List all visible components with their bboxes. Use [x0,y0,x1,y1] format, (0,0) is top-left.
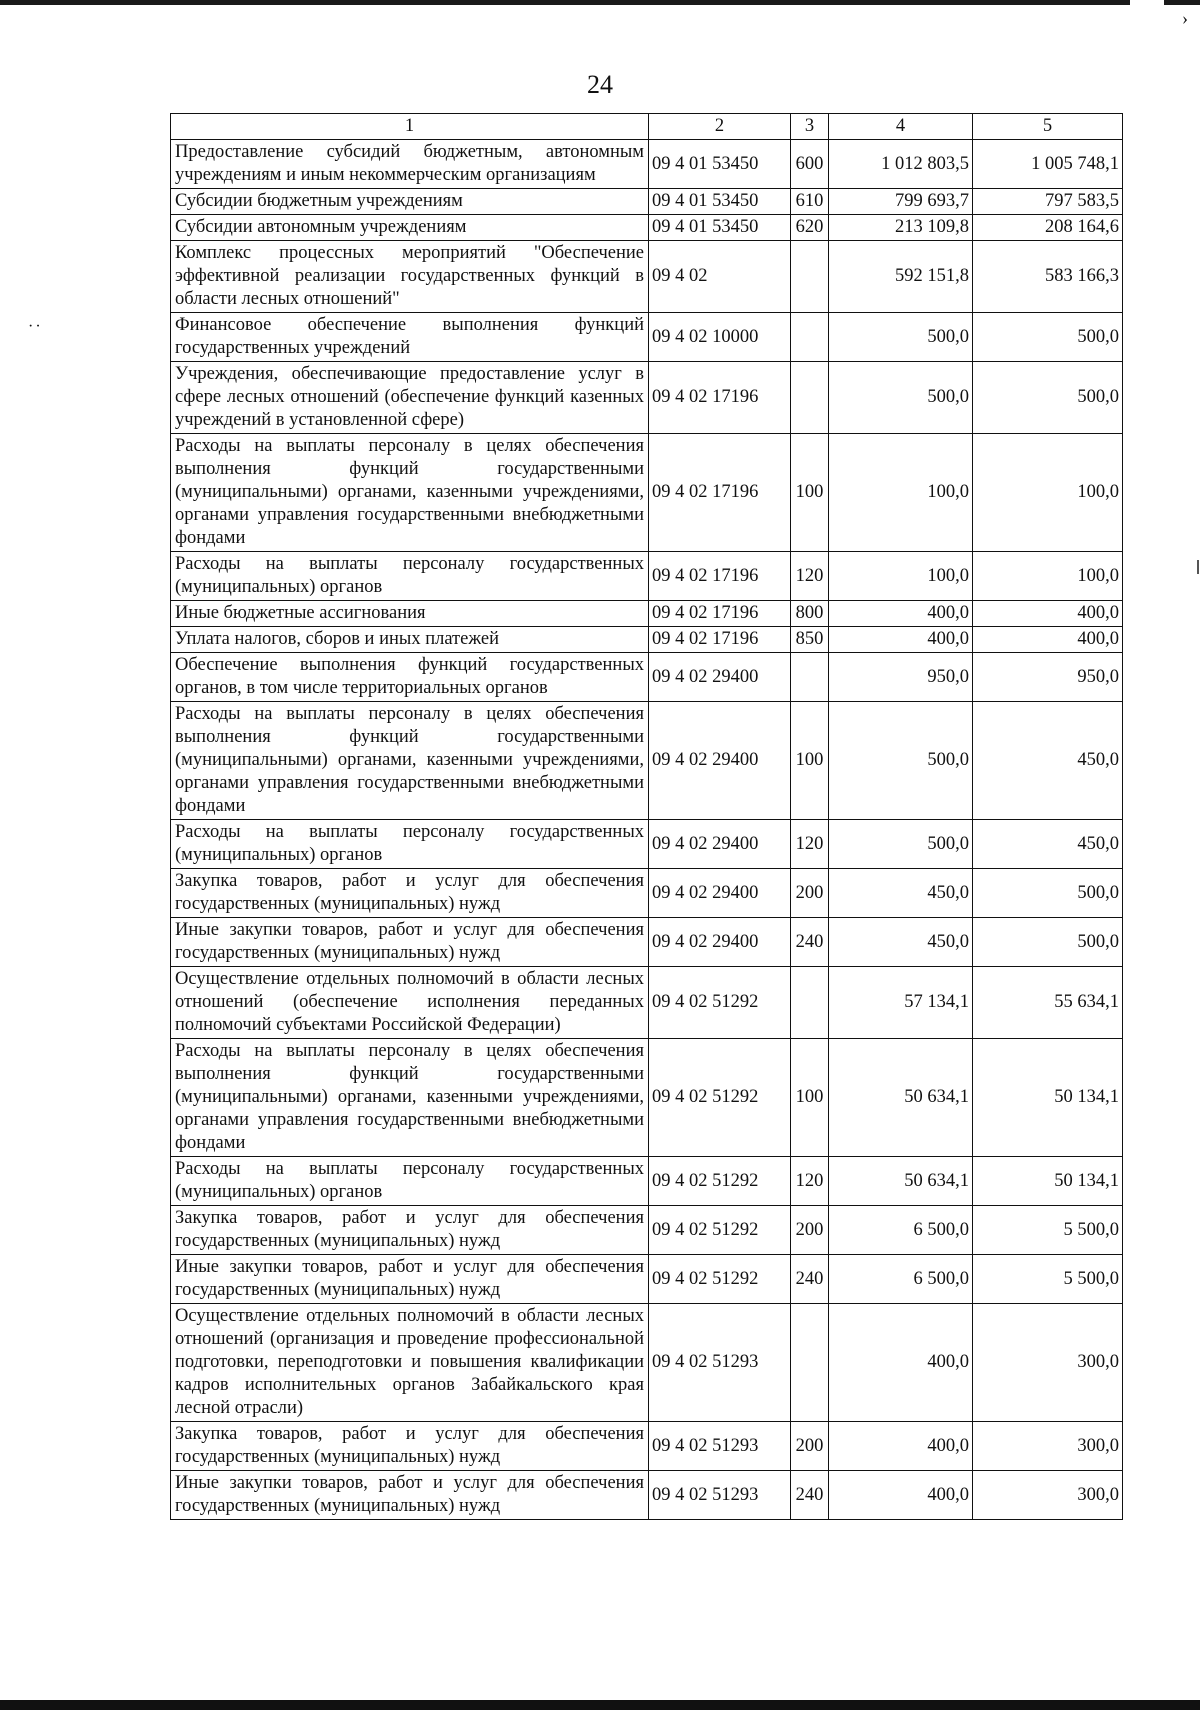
table-row [171,140,1123,189]
row-amount-col4-cell: 400,0 [829,1304,973,1422]
row-amount-col4-cell: 400,0 [829,1471,973,1520]
row-code-cell: 09 4 02 17196 [649,627,791,653]
row-expense-type-cell: 620 [791,215,829,241]
row-name-cell: Уплата налогов, сборов и иных платежей [171,627,649,653]
row-code-cell: 09 4 02 29400 [649,653,791,702]
page-number: 24 [587,70,613,99]
row-code-cell: 09 4 02 10000 [649,313,791,362]
scan-mark-dots: ·· [28,318,43,335]
row-amount-col5-cell: 1 005 748,1 [973,140,1123,189]
row-amount-col5-cell: 583 166,3 [973,241,1123,313]
row-expense-type-cell: 600 [791,140,829,189]
row-amount-col4-cell: 950,0 [829,653,973,702]
table-row [171,215,1123,241]
row-name-cell: Иные закупки товаров, работ и услуг для обеспечения государственных (муниципальных) нужд [171,918,649,967]
row-expense-type-cell: 240 [791,918,829,967]
table-row [171,189,1123,215]
row-code-cell: 09 4 02 51292 [649,967,791,1039]
row-code-cell: 09 4 02 51293 [649,1422,791,1471]
row-name-cell: Иные бюджетные ассигнования [171,601,649,627]
row-amount-col5-cell: 950,0 [973,653,1123,702]
row-name-cell: Закупка товаров, работ и услуг для обеспечения государственных (муниципальных) нужд [171,869,649,918]
row-name-cell: Иные закупки товаров, работ и услуг для обеспечения государственных (муниципальных) нужд [171,1471,649,1520]
row-amount-col4-cell: 400,0 [829,627,973,653]
row-amount-col5-cell: 300,0 [973,1304,1123,1422]
row-code-cell: 09 4 01 53450 [649,215,791,241]
header-col-4: 4 [829,114,973,140]
row-name-cell: Субсидии автономным учреждениям [171,215,649,241]
table-row [171,820,1123,869]
row-code-cell: 09 4 02 51292 [649,1206,791,1255]
row-amount-col4-cell: 1 012 803,5 [829,140,973,189]
row-amount-col4-cell: 799 693,7 [829,189,973,215]
table-row [171,1157,1123,1206]
row-expense-type-cell: 120 [791,820,829,869]
row-amount-col4-cell: 592 151,8 [829,241,973,313]
row-expense-type-cell [791,241,829,313]
row-code-cell: 09 4 02 29400 [649,702,791,820]
row-amount-col5-cell: 500,0 [973,313,1123,362]
row-code-cell: 09 4 01 53450 [649,140,791,189]
row-code-cell: 09 4 02 51293 [649,1304,791,1422]
row-expense-type-cell: 120 [791,552,829,601]
row-expense-type-cell: 240 [791,1255,829,1304]
row-amount-col4-cell: 100,0 [829,552,973,601]
row-name-cell: Расходы на выплаты персоналу в целях обеспечения выполнения функций государственными (муниципальными) органами, казенными учреждениями, органами управления государственными внебюджетными фондами [171,434,649,552]
row-amount-col5-cell: 400,0 [973,627,1123,653]
row-code-cell: 09 4 02 [649,241,791,313]
row-amount-col4-cell: 100,0 [829,434,973,552]
row-expense-type-cell: 100 [791,1039,829,1157]
row-name-cell: Комплекс процессных мероприятий "Обеспечение эффективной реализации государственных функций в области лесных отношений" [171,241,649,313]
row-name-cell: Субсидии бюджетным учреждениям [171,189,649,215]
row-expense-type-cell: 240 [791,1471,829,1520]
row-amount-col4-cell: 400,0 [829,1422,973,1471]
row-code-cell: 09 4 02 17196 [649,362,791,434]
row-amount-col5-cell: 797 583,5 [973,189,1123,215]
row-expense-type-cell: 800 [791,601,829,627]
scan-mark-glyph: › [1182,8,1188,28]
row-amount-col4-cell: 6 500,0 [829,1255,973,1304]
table-row [171,241,1123,313]
row-code-cell: 09 4 02 51292 [649,1255,791,1304]
row-amount-col5-cell: 500,0 [973,869,1123,918]
header-col-3: 3 [791,114,829,140]
row-expense-type-cell: 100 [791,434,829,552]
row-amount-col5-cell: 50 134,1 [973,1039,1123,1157]
row-amount-col4-cell: 57 134,1 [829,967,973,1039]
row-code-cell: 09 4 01 53450 [649,189,791,215]
header-col-5: 5 [973,114,1123,140]
row-amount-col4-cell: 450,0 [829,918,973,967]
table-row [171,552,1123,601]
row-amount-col5-cell: 450,0 [973,702,1123,820]
table-row [171,1471,1123,1520]
row-name-cell: Осуществление отдельных полномочий в области лесных отношений (организация и проведение профессиональной подготовки, переподготовки и повышения квалификации кадров исполнительных органов Забайкальского края лесной отрасли) [171,1304,649,1422]
row-code-cell: 09 4 02 17196 [649,601,791,627]
row-code-cell: 09 4 02 51292 [649,1039,791,1157]
row-name-cell: Осуществление отдельных полномочий в области лесных отношений (обеспечение исполнения переданных полномочий субъектами Российской Федерации) [171,967,649,1039]
row-name-cell: Расходы на выплаты персоналу государственных (муниципальных) органов [171,1157,649,1206]
table-row [171,967,1123,1039]
header-col-1: 1 [171,114,649,140]
row-amount-col4-cell: 50 634,1 [829,1039,973,1157]
row-amount-col4-cell: 500,0 [829,702,973,820]
row-amount-col5-cell: 400,0 [973,601,1123,627]
table-row [171,918,1123,967]
table-row [171,1039,1123,1157]
table-header-row [171,114,1123,140]
row-expense-type-cell: 120 [791,1157,829,1206]
row-code-cell: 09 4 02 51293 [649,1471,791,1520]
row-name-cell: Учреждения, обеспечивающие предоставление услуг в сфере лесных отношений (обеспечение функций казенных учреждений в установленной сфере) [171,362,649,434]
scan-edge-gap [1130,0,1164,5]
row-amount-col5-cell: 300,0 [973,1422,1123,1471]
table-row [171,702,1123,820]
scan-edge-top [0,0,1200,5]
row-amount-col4-cell: 213 109,8 [829,215,973,241]
row-code-cell: 09 4 02 29400 [649,869,791,918]
row-code-cell: 09 4 02 29400 [649,918,791,967]
row-expense-type-cell [791,362,829,434]
row-amount-col5-cell: 100,0 [973,434,1123,552]
row-name-cell: Расходы на выплаты персоналу государственных (муниципальных) органов [171,820,649,869]
scan-edge-bottom [0,1700,1200,1710]
row-name-cell: Обеспечение выполнения функций государственных органов, в том числе территориальных органов [171,653,649,702]
row-name-cell: Иные закупки товаров, работ и услуг для обеспечения государственных (муниципальных) нужд [171,1255,649,1304]
row-amount-col4-cell: 500,0 [829,820,973,869]
header-col-2: 2 [649,114,791,140]
table-row [171,1422,1123,1471]
row-amount-col5-cell: 208 164,6 [973,215,1123,241]
row-amount-col5-cell: 55 634,1 [973,967,1123,1039]
row-name-cell: Предоставление субсидий бюджетным, автономным учреждениям и иным некоммерческим организациям [171,140,649,189]
row-amount-col4-cell: 50 634,1 [829,1157,973,1206]
table-row [171,1255,1123,1304]
row-expense-type-cell [791,653,829,702]
row-name-cell: Закупка товаров, работ и услуг для обеспечения государственных (муниципальных) нужд [171,1422,649,1471]
row-expense-type-cell: 200 [791,1422,829,1471]
row-expense-type-cell [791,967,829,1039]
row-name-cell: Финансовое обеспечение выполнения функций государственных учреждений [171,313,649,362]
row-expense-type-cell [791,313,829,362]
row-amount-col5-cell: 50 134,1 [973,1157,1123,1206]
row-expense-type-cell: 610 [791,189,829,215]
row-expense-type-cell [791,1304,829,1422]
row-code-cell: 09 4 02 51292 [649,1157,791,1206]
table-row [171,1206,1123,1255]
table-row [171,362,1123,434]
table-row [171,601,1123,627]
row-code-cell: 09 4 02 29400 [649,820,791,869]
row-amount-col5-cell: 5 500,0 [973,1255,1123,1304]
row-amount-col5-cell: 100,0 [973,552,1123,601]
row-name-cell: Закупка товаров, работ и услуг для обеспечения государственных (муниципальных) нужд [171,1206,649,1255]
row-code-cell: 09 4 02 17196 [649,552,791,601]
table-row [171,627,1123,653]
row-amount-col5-cell: 450,0 [973,820,1123,869]
budget-table [170,113,1123,1520]
row-code-cell: 09 4 02 17196 [649,434,791,552]
row-amount-col4-cell: 450,0 [829,869,973,918]
table-row [171,434,1123,552]
row-name-cell: Расходы на выплаты персоналу в целях обеспечения выполнения функций государственными (муниципальными) органами, казенными учреждениями, органами управления государственными внебюджетными фондами [171,1039,649,1157]
scan-mark-tick [1197,560,1199,574]
row-name-cell: Расходы на выплаты персоналу в целях обеспечения выполнения функций государственными (муниципальными) органами, казенными учреждениями, органами управления государственными внебюджетными фондами [171,702,649,820]
row-amount-col4-cell: 500,0 [829,313,973,362]
row-expense-type-cell: 200 [791,1206,829,1255]
row-expense-type-cell: 850 [791,627,829,653]
row-amount-col5-cell: 500,0 [973,362,1123,434]
row-amount-col4-cell: 6 500,0 [829,1206,973,1255]
row-amount-col5-cell: 5 500,0 [973,1206,1123,1255]
row-amount-col4-cell: 500,0 [829,362,973,434]
table-row [171,869,1123,918]
row-amount-col5-cell: 300,0 [973,1471,1123,1520]
row-amount-col4-cell: 400,0 [829,601,973,627]
row-expense-type-cell: 100 [791,702,829,820]
table-row [171,653,1123,702]
row-name-cell: Расходы на выплаты персоналу государственных (муниципальных) органов [171,552,649,601]
table-row [171,313,1123,362]
row-expense-type-cell: 200 [791,869,829,918]
table-row [171,1304,1123,1422]
row-amount-col5-cell: 500,0 [973,918,1123,967]
